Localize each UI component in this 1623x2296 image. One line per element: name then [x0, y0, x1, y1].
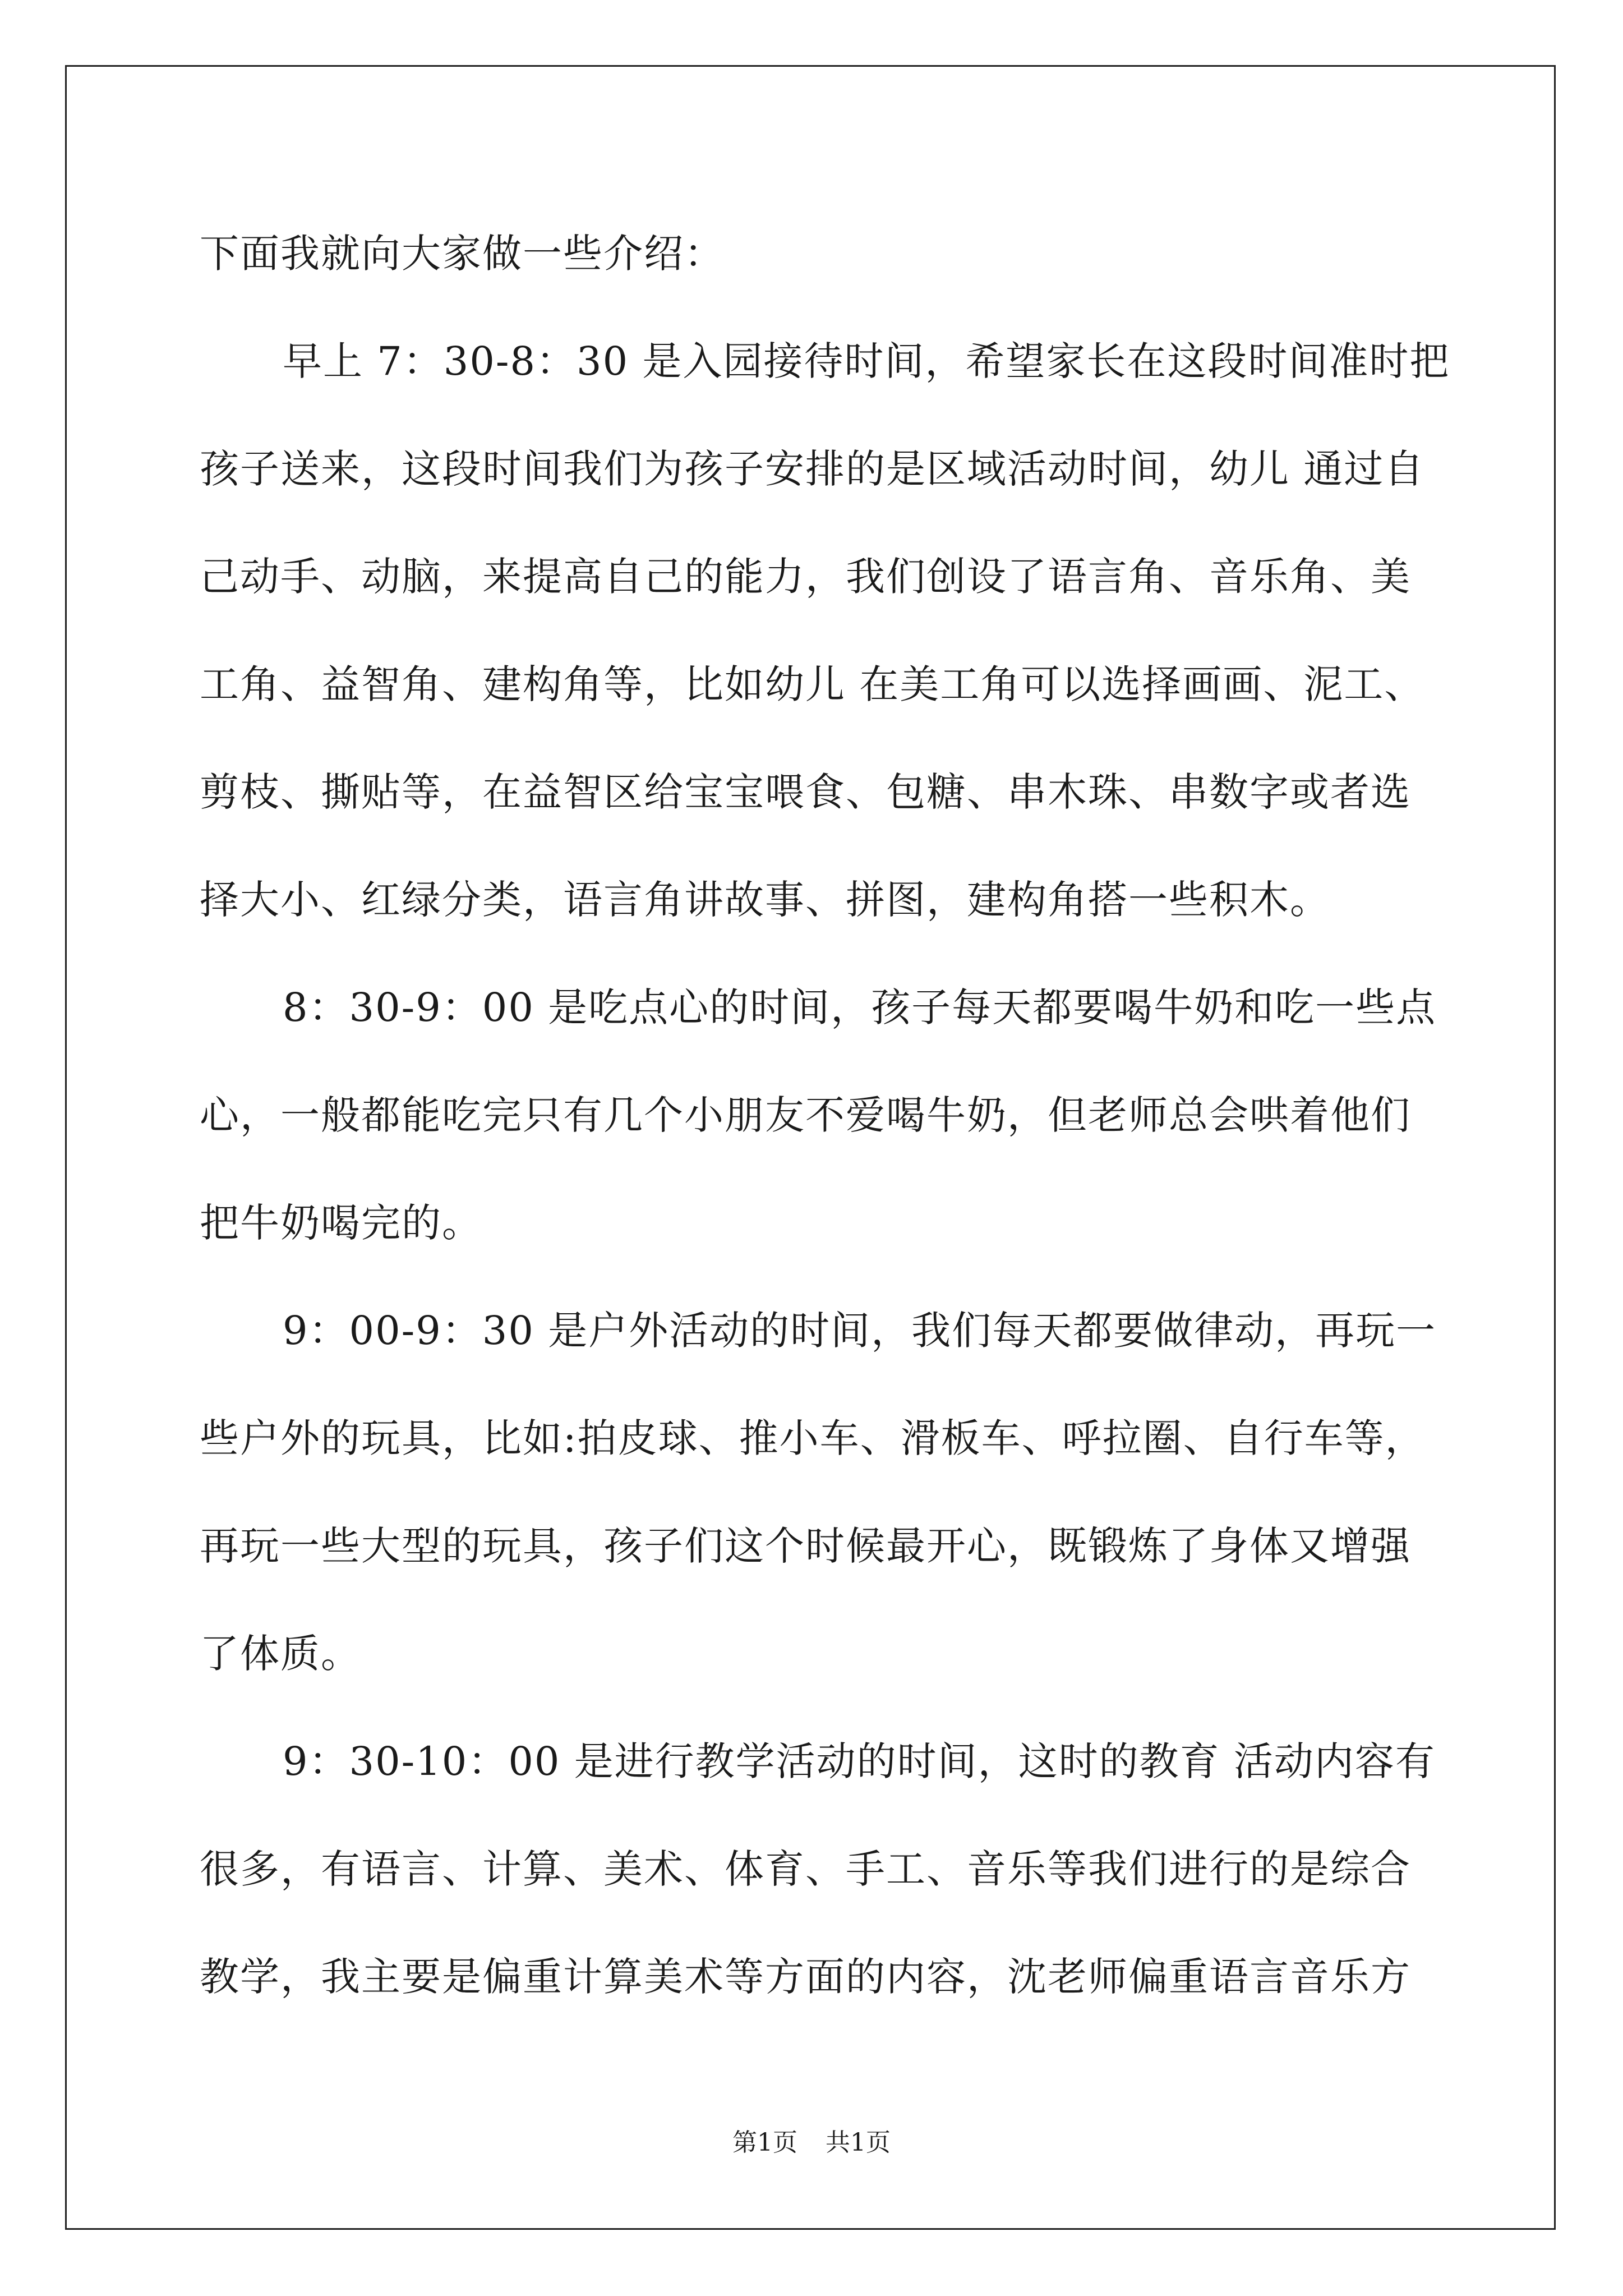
- text-line: 了体质。: [200, 1631, 361, 1677]
- text-line: 工角、益智角、建构角等，比如幼儿 在美工角可以选择画画、泥工、: [200, 661, 1425, 707]
- text-line: 再玩一些大型的玩具，孩子们这个时候最开心，既锻炼了身体又增强: [200, 1523, 1411, 1569]
- text-line: 孩子送来，这段时间我们为孩子安排的是区域活动时间，幼儿 通过自: [200, 446, 1425, 492]
- document-body: [200, 209, 1450, 2040]
- text-line: 些户外的玩具，比如:拍皮球、推小车、滑板车、呼拉圈、自行车等，: [200, 1415, 1426, 1461]
- text-line: 剪枝、撕贴等，在益智区给宝宝喂食、包糖、串木珠、串数字或者选: [200, 769, 1411, 815]
- page-total: 共1页: [826, 2128, 891, 2157]
- text-line: 心，一般都能吃完只有几个小朋友不爱喝牛奶，但老师总会哄着他们: [200, 1092, 1411, 1138]
- page-footer: [0, 2126, 1623, 2160]
- text-line: 9：00-9：30 是户外活动的时间，我们每天都要做律动，再玩一: [283, 1308, 1437, 1354]
- text-line: 早上 7：30-8：30 是入园接待时间，希望家长在这段时间准时把: [283, 338, 1450, 384]
- text-line: 教学，我主要是偏重计算美术等方面的内容，沈老师偏重语言音乐方: [200, 1954, 1411, 2000]
- text-line: 择大小、红绿分类，语言角讲故事、拼图，建构角搭一些积木。: [200, 877, 1330, 923]
- text-line: 8：30-9：00 是吃点心的时间，孩子每天都要喝牛奶和吃一些点: [283, 984, 1437, 1030]
- text-line: 把牛奶喝完的。: [200, 1200, 482, 1246]
- text-line: 很多，有语言、计算、美术、体育、手工、音乐等我们进行的是综合: [200, 1846, 1411, 1892]
- text-line: 下面我就向大家做一些介绍：: [200, 231, 725, 277]
- text-line: 己动手、动脑，来提高自己的能力，我们创设了语言角、音乐角、美: [200, 554, 1411, 600]
- text-line: 9：30-10：00 是进行教学活动的时间，这时的教育 活动内容有: [283, 1738, 1436, 1784]
- page-number: 第1页: [732, 2128, 797, 2157]
